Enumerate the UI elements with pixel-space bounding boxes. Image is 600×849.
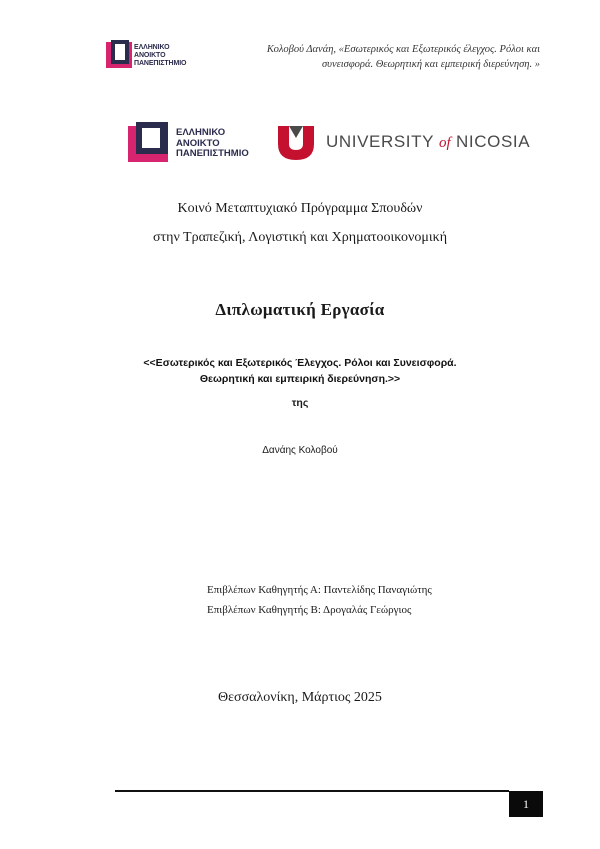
eap-logo-mark-icon: [128, 122, 172, 164]
program-line-1: Κοινό Μεταπτυχιακό Πρόγραμμα Σπουδών: [177, 201, 423, 216]
header-eap-logo: [106, 40, 196, 74]
eap-logo: [128, 122, 263, 164]
program-line-2: στην Τραπεζική, Λογιστική και Χρηματοοικονομική: [152, 230, 448, 245]
eap-logo-line-2: ΑΝΟΙΚΤΟ: [176, 137, 220, 149]
unic-university-word: UNIVERSITY: [326, 132, 434, 151]
unic-of-word: of: [439, 135, 451, 151]
author-name: Δανάης Κολοβού: [262, 445, 338, 456]
eap-logo-mark-icon: [106, 40, 132, 70]
header-logo-text: [134, 44, 186, 68]
running-head: [210, 42, 540, 72]
eap-logo-line-3: ΠΑΝΕΠΙΣΤΗΜΙΟ: [176, 148, 249, 159]
document-type-heading: Διπλωματική Εργασία: [215, 300, 385, 319]
thesis-title-line-1: <<Εσωτερικός και Εξωτερικός Έλεγχος. Ρόλοι και Συνεισφορά.: [143, 357, 457, 369]
place-date: Θεσσαλονίκη, Μάρτιος 2025: [218, 690, 382, 705]
header-logo-line-2: ΑΝΟΙΚΤΟ: [134, 52, 166, 59]
supervisor-b: Επιβλέπων Καθηγητής Β: Δρογαλάς Γεώργιος: [207, 604, 412, 616]
unic-shield-icon: [276, 124, 316, 162]
page-number: 1: [509, 791, 543, 817]
unic-logo-text: [326, 132, 530, 152]
supervisors-block: [207, 580, 432, 620]
unic-nicosia-word: NICOSIA: [456, 132, 531, 151]
by-label: της: [291, 397, 309, 409]
header-logo-line-1: ΕΛΛΗΝΙΚΟ: [134, 44, 170, 51]
running-head-line-2: συνεισφορά. Θεωρητική και εμπειρική διερεύνηση. »: [321, 59, 540, 70]
eap-logo-text: [176, 128, 249, 160]
thesis-title: [0, 355, 600, 387]
running-head-line-1: Κολοβού Δανάη, «Εσωτερικός και Εξωτερικός έλεγχος. Ρόλοι και: [266, 44, 540, 55]
unic-logo: [276, 124, 546, 162]
thesis-title-line-2: Θεωρητική και εμπειρική διερεύνηση.>>: [199, 373, 401, 385]
footer-rule: [115, 790, 509, 792]
supervisor-a: Επιβλέπων Καθηγητής Α: Παντελίδης Παναγιώτης: [207, 584, 432, 596]
eap-logo-line-1: ΕΛΛΗΝΙΚΟ: [176, 127, 226, 138]
header-logo-line-3: ΠΑΝΕΠΙΣΤΗΜΙΟ: [134, 60, 187, 67]
